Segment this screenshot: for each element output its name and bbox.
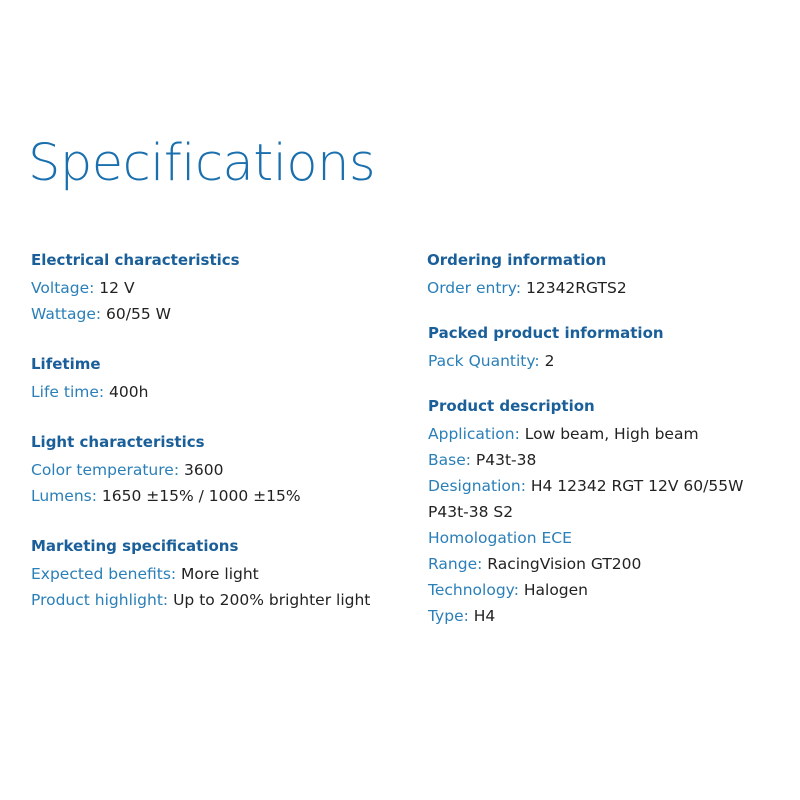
section-heading: Electrical characteristics: [31, 251, 240, 269]
spec-label: Wattage:: [31, 305, 107, 323]
spec-row-voltage: [31, 275, 416, 301]
spec-row-base: [428, 447, 797, 473]
spec-row-expected-benefits: [31, 561, 416, 587]
spec-label: Color temperature:: [31, 461, 184, 479]
spec-value: Low beam, High beam: [524, 425, 699, 443]
spec-label: Lumens:: [31, 487, 102, 505]
section-heading: Light characteristics: [31, 433, 205, 451]
spec-row-type: [428, 603, 797, 629]
spec-value: 3600: [183, 461, 224, 479]
spec-label: Range:: [428, 555, 488, 573]
spec-value: More light: [181, 565, 259, 583]
spec-label: Expected benefits:: [31, 565, 182, 583]
spec-label: Life time:: [31, 383, 110, 401]
spec-value: RacingVision GT200: [487, 555, 642, 573]
right-column: [427, 249, 797, 650]
spec-value: 60/55 W: [106, 305, 171, 323]
spec-value: 12 V: [99, 279, 135, 297]
spec-value: 2: [544, 352, 555, 370]
spec-row-order-entry: [427, 275, 797, 301]
spec-row-product-highlight: [31, 587, 416, 613]
spec-row-color-temperature: [31, 457, 416, 483]
spec-value: P43t-38: [475, 451, 537, 469]
spec-value: H4 12342 RGT 12V 60/55W: [530, 477, 744, 495]
spec-value: H4: [473, 607, 496, 625]
spec-row-pack-quantity: [428, 348, 797, 374]
spec-value: 1650 ±15% / 1000 ±15%: [101, 487, 301, 505]
section-marketing-specifications: [31, 535, 416, 613]
spec-label: Voltage:: [31, 279, 100, 297]
spec-row-wattage: [31, 301, 416, 327]
spec-label: Designation:: [428, 477, 531, 495]
spec-label: Base:: [428, 451, 476, 469]
spec-row-life-time: [31, 379, 416, 405]
spec-label: Product highlight:: [31, 591, 174, 609]
spec-value: P43t-38 S2: [428, 503, 514, 521]
section-product-description: [428, 395, 797, 629]
section-heading: Product description: [428, 397, 595, 415]
section-heading: Ordering information: [427, 251, 607, 269]
spec-row-designation-continued: [428, 499, 797, 525]
section-packed-product-information: [428, 322, 797, 374]
spec-row-designation: [428, 473, 797, 499]
section-light-characteristics: [31, 431, 416, 509]
section-ordering-information: [427, 249, 797, 301]
spec-label: Order entry:: [427, 279, 526, 297]
spec-label: Pack Quantity:: [428, 352, 545, 370]
section-heading: Marketing specifications: [31, 537, 239, 555]
left-column: [31, 249, 416, 639]
spec-row-range: [428, 551, 797, 577]
page-title: Specifications: [28, 134, 376, 193]
spec-row-technology: [428, 577, 797, 603]
section-electrical-characteristics: [31, 249, 416, 327]
spec-row-application: [428, 421, 797, 447]
spec-value: Up to 200% brighter light: [173, 591, 371, 609]
spec-label: Technology:: [428, 581, 524, 599]
spec-label: Homologation ECE: [428, 529, 572, 547]
spec-value: 400h: [109, 383, 149, 401]
spec-label: Type:: [428, 607, 474, 625]
spec-label: Application:: [428, 425, 525, 443]
section-heading: Packed product information: [428, 324, 664, 342]
spec-row-homologation: [428, 525, 797, 551]
spec-row-lumens: [31, 483, 416, 509]
section-lifetime: [31, 353, 416, 405]
section-heading: Lifetime: [31, 355, 101, 373]
spec-value: 12342RGTS2: [525, 279, 627, 297]
spec-value: Halogen: [523, 581, 589, 599]
